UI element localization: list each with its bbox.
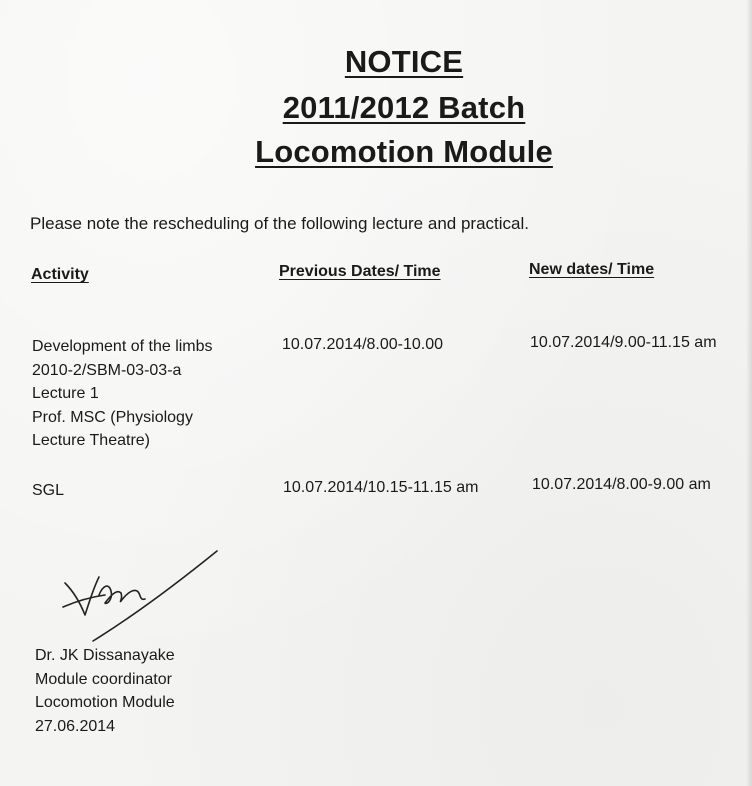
row1-activity-line: Prof. MSC (Physiology — [32, 408, 193, 426]
batch-title: 2011/2012 Batch — [282, 90, 526, 125]
row1-activity-line: Lecture 1 — [32, 385, 99, 402]
intro-text: Please note the rescheduling of the following lecture and practical. — [30, 214, 529, 233]
signature-stroke — [99, 586, 145, 603]
row1-activity-line: 2010-2/SBM-03-03-a — [32, 361, 182, 379]
notice-title: NOTICE — [344, 44, 464, 79]
signatory-name: Dr. JK Dissanayake — [35, 647, 175, 664]
column-header-new: New dates/ Time — [529, 261, 655, 278]
row2-new-date: 10.07.2014/8.00-9.00 am — [532, 476, 711, 493]
handwritten-signature — [55, 545, 225, 645]
signature-stroke — [63, 595, 105, 607]
column-header-activity: Activity — [31, 266, 89, 283]
module-title: Locomotion Module — [255, 134, 553, 169]
row1-activity — [32, 335, 272, 453]
signature-stroke — [65, 577, 99, 615]
column-header-previous: Previous Dates/ Time — [279, 263, 441, 280]
row2-activity: SGL — [32, 482, 65, 499]
row2-previous-date: 10.07.2014/10.15-11.15 am — [283, 479, 479, 496]
row1-previous-date: 10.07.2014/8.00-10.00 — [282, 336, 444, 353]
signatory-date: 27.06.2014 — [35, 717, 116, 735]
row1-new-date: 10.07.2014/9.00-11.15 am — [530, 334, 717, 351]
signatory-role: Module coordinator — [35, 670, 172, 688]
row1-activity-line: Lecture Theatre) — [32, 432, 150, 449]
row1-activity-line: Development of the limbs — [32, 338, 213, 355]
signatory-module: Locomotion Module — [35, 694, 175, 711]
signature-block — [35, 644, 175, 738]
